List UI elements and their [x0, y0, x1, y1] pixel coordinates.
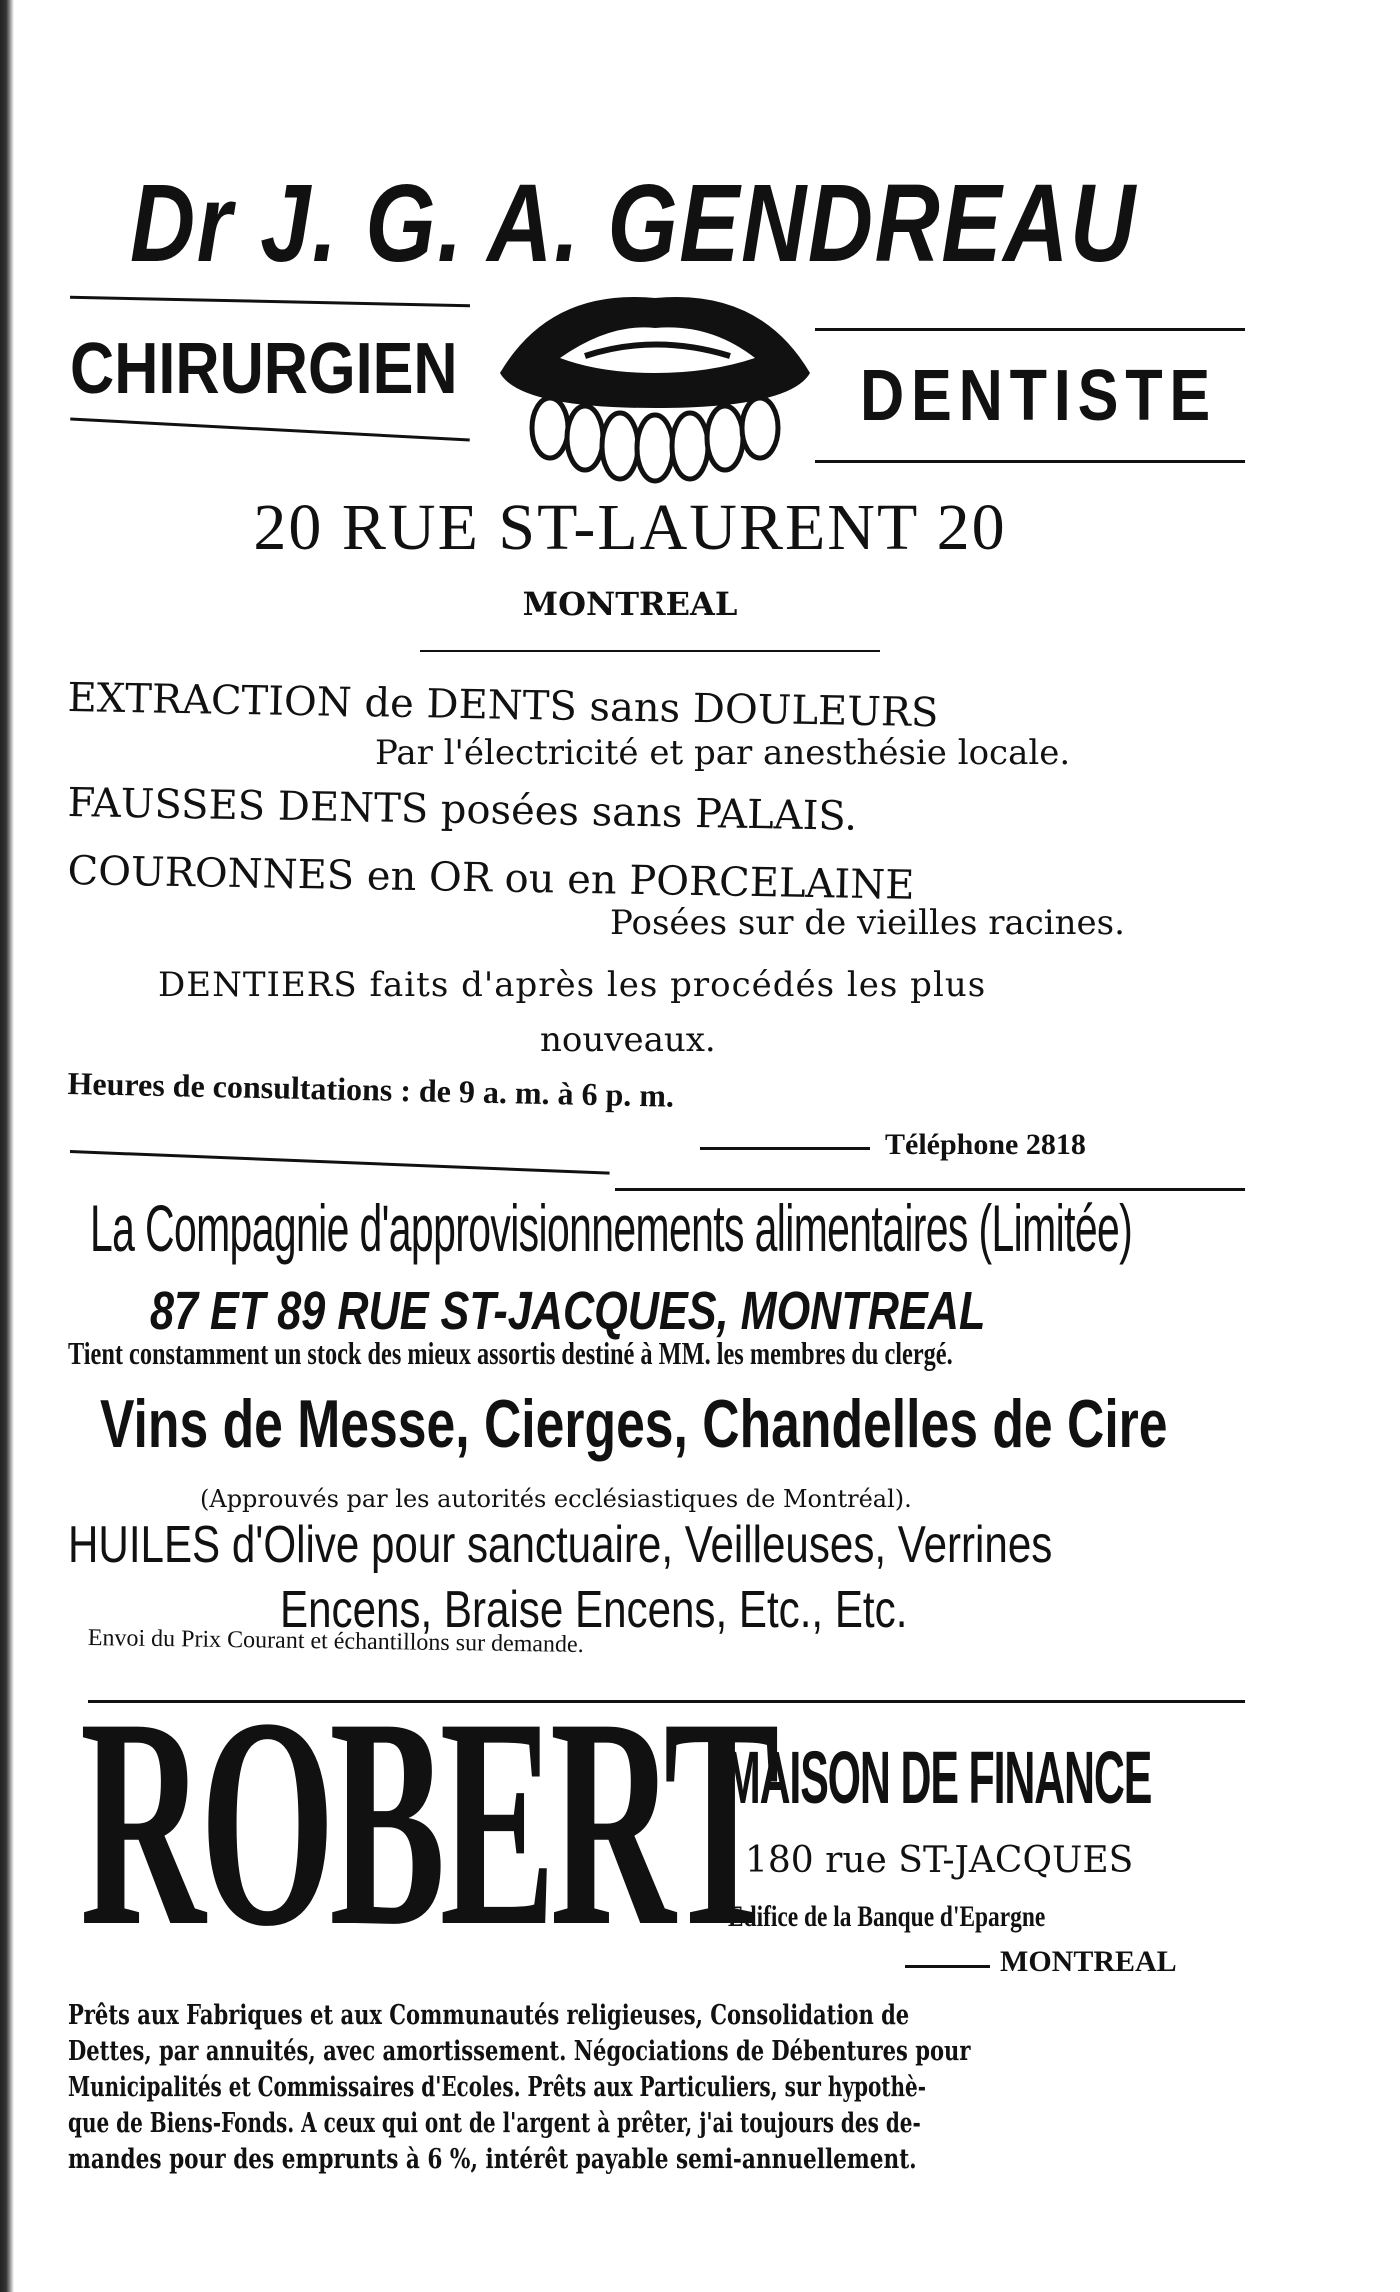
- company-approval: (Approuvés par les autorités ecclésiastiques de Montréal).: [200, 1485, 912, 1513]
- rule: [70, 1150, 610, 1175]
- rule: [905, 1965, 990, 1968]
- rule: [70, 296, 470, 307]
- service-crowns-detail: Posées sur de vieilles racines.: [610, 903, 1125, 943]
- dentist-title: DENTISTE: [860, 356, 1218, 436]
- dentures-icon: [490, 278, 820, 488]
- company-oils: HUILES d'Olive pour sanctuaire, Veilleuses, Verrines: [68, 1516, 1053, 1574]
- finance-body-line: que de Biens-Fonds. A ceux qui ont de l'argent à prêter, j'ai toujours des de-: [68, 2108, 921, 2139]
- service-dentures: DENTIERS faits d'après les procédés les plus: [158, 965, 987, 1005]
- finance-address: 180 rue ST-JACQUES: [745, 1840, 1134, 1881]
- telephone: Téléphone 2818: [885, 1128, 1086, 1161]
- consultation-hours: Heures de consultations : de 9 a. m. à 6 p. m.: [67, 1065, 675, 1114]
- finance-body-line: Prêts aux Fabriques et aux Communautés religieuses, Consolidation de: [68, 2000, 910, 2031]
- finance-body-line: Municipalités et Commissaires d'Ecoles. Prêts aux Particuliers, sur hypothè-: [68, 2072, 927, 2103]
- company-intro: Tient constamment un stock des mieux assortis destiné à MM. les membres du clergé.: [68, 1335, 953, 1371]
- company-address: 87 ET 89 RUE ST-JACQUES, MONTREAL: [150, 1281, 986, 1341]
- finance-building: Edifice de la Banque d'Epargne: [728, 1900, 1046, 1933]
- rule: [700, 1147, 870, 1150]
- company-incense: Encens, Braise Encens, Etc., Etc.: [280, 1581, 908, 1639]
- dentist-address: 20 RUE ST-LAURENT 20: [253, 491, 1007, 564]
- rule: [70, 418, 470, 442]
- service-dentures-continued: nouveaux.: [540, 1020, 716, 1060]
- company-products: Vins de Messe, Cierges, Chandelles de Cire: [100, 1386, 1168, 1462]
- service-false-teeth: FAUSSES DENTS posées sans PALAIS.: [67, 780, 858, 840]
- finance-body-line: Dettes, par annuités, avec amortissement. Négociations de Débentures pour: [68, 2036, 971, 2067]
- finance-city: MONTREAL: [1000, 1945, 1177, 1978]
- dentist-name: Dr J. G. A. GENDREAU: [130, 162, 1137, 285]
- rule: [815, 460, 1245, 463]
- page-binding-edge: [0, 0, 14, 2292]
- rule: [420, 650, 880, 652]
- rule: [815, 328, 1245, 331]
- finance-heading: MAISON DE FINANCE: [725, 1736, 1152, 1819]
- finance-body-line: mandes pour des emprunts à 6 %, intérêt payable semi-annuellement.: [68, 2144, 917, 2175]
- dentist-city: MONTREAL: [522, 585, 738, 623]
- robert-name: ROBERT: [80, 1656, 774, 1988]
- service-crowns: COURONNES en OR ou en PORCELAINE: [67, 848, 915, 909]
- surgeon-title: CHIRURGIEN: [70, 329, 458, 409]
- company-footer: Envoi du Prix Courant et échantillons sur demande.: [87, 1625, 584, 1658]
- service-extraction: EXTRACTION de DENTS sans DOULEURS: [67, 675, 939, 737]
- service-extraction-detail: Par l'électricité et par anesthésie locale.: [375, 733, 1071, 773]
- company-name: La Compagnie d'approvisionnements alimentaires (Limitée): [90, 1191, 1133, 1265]
